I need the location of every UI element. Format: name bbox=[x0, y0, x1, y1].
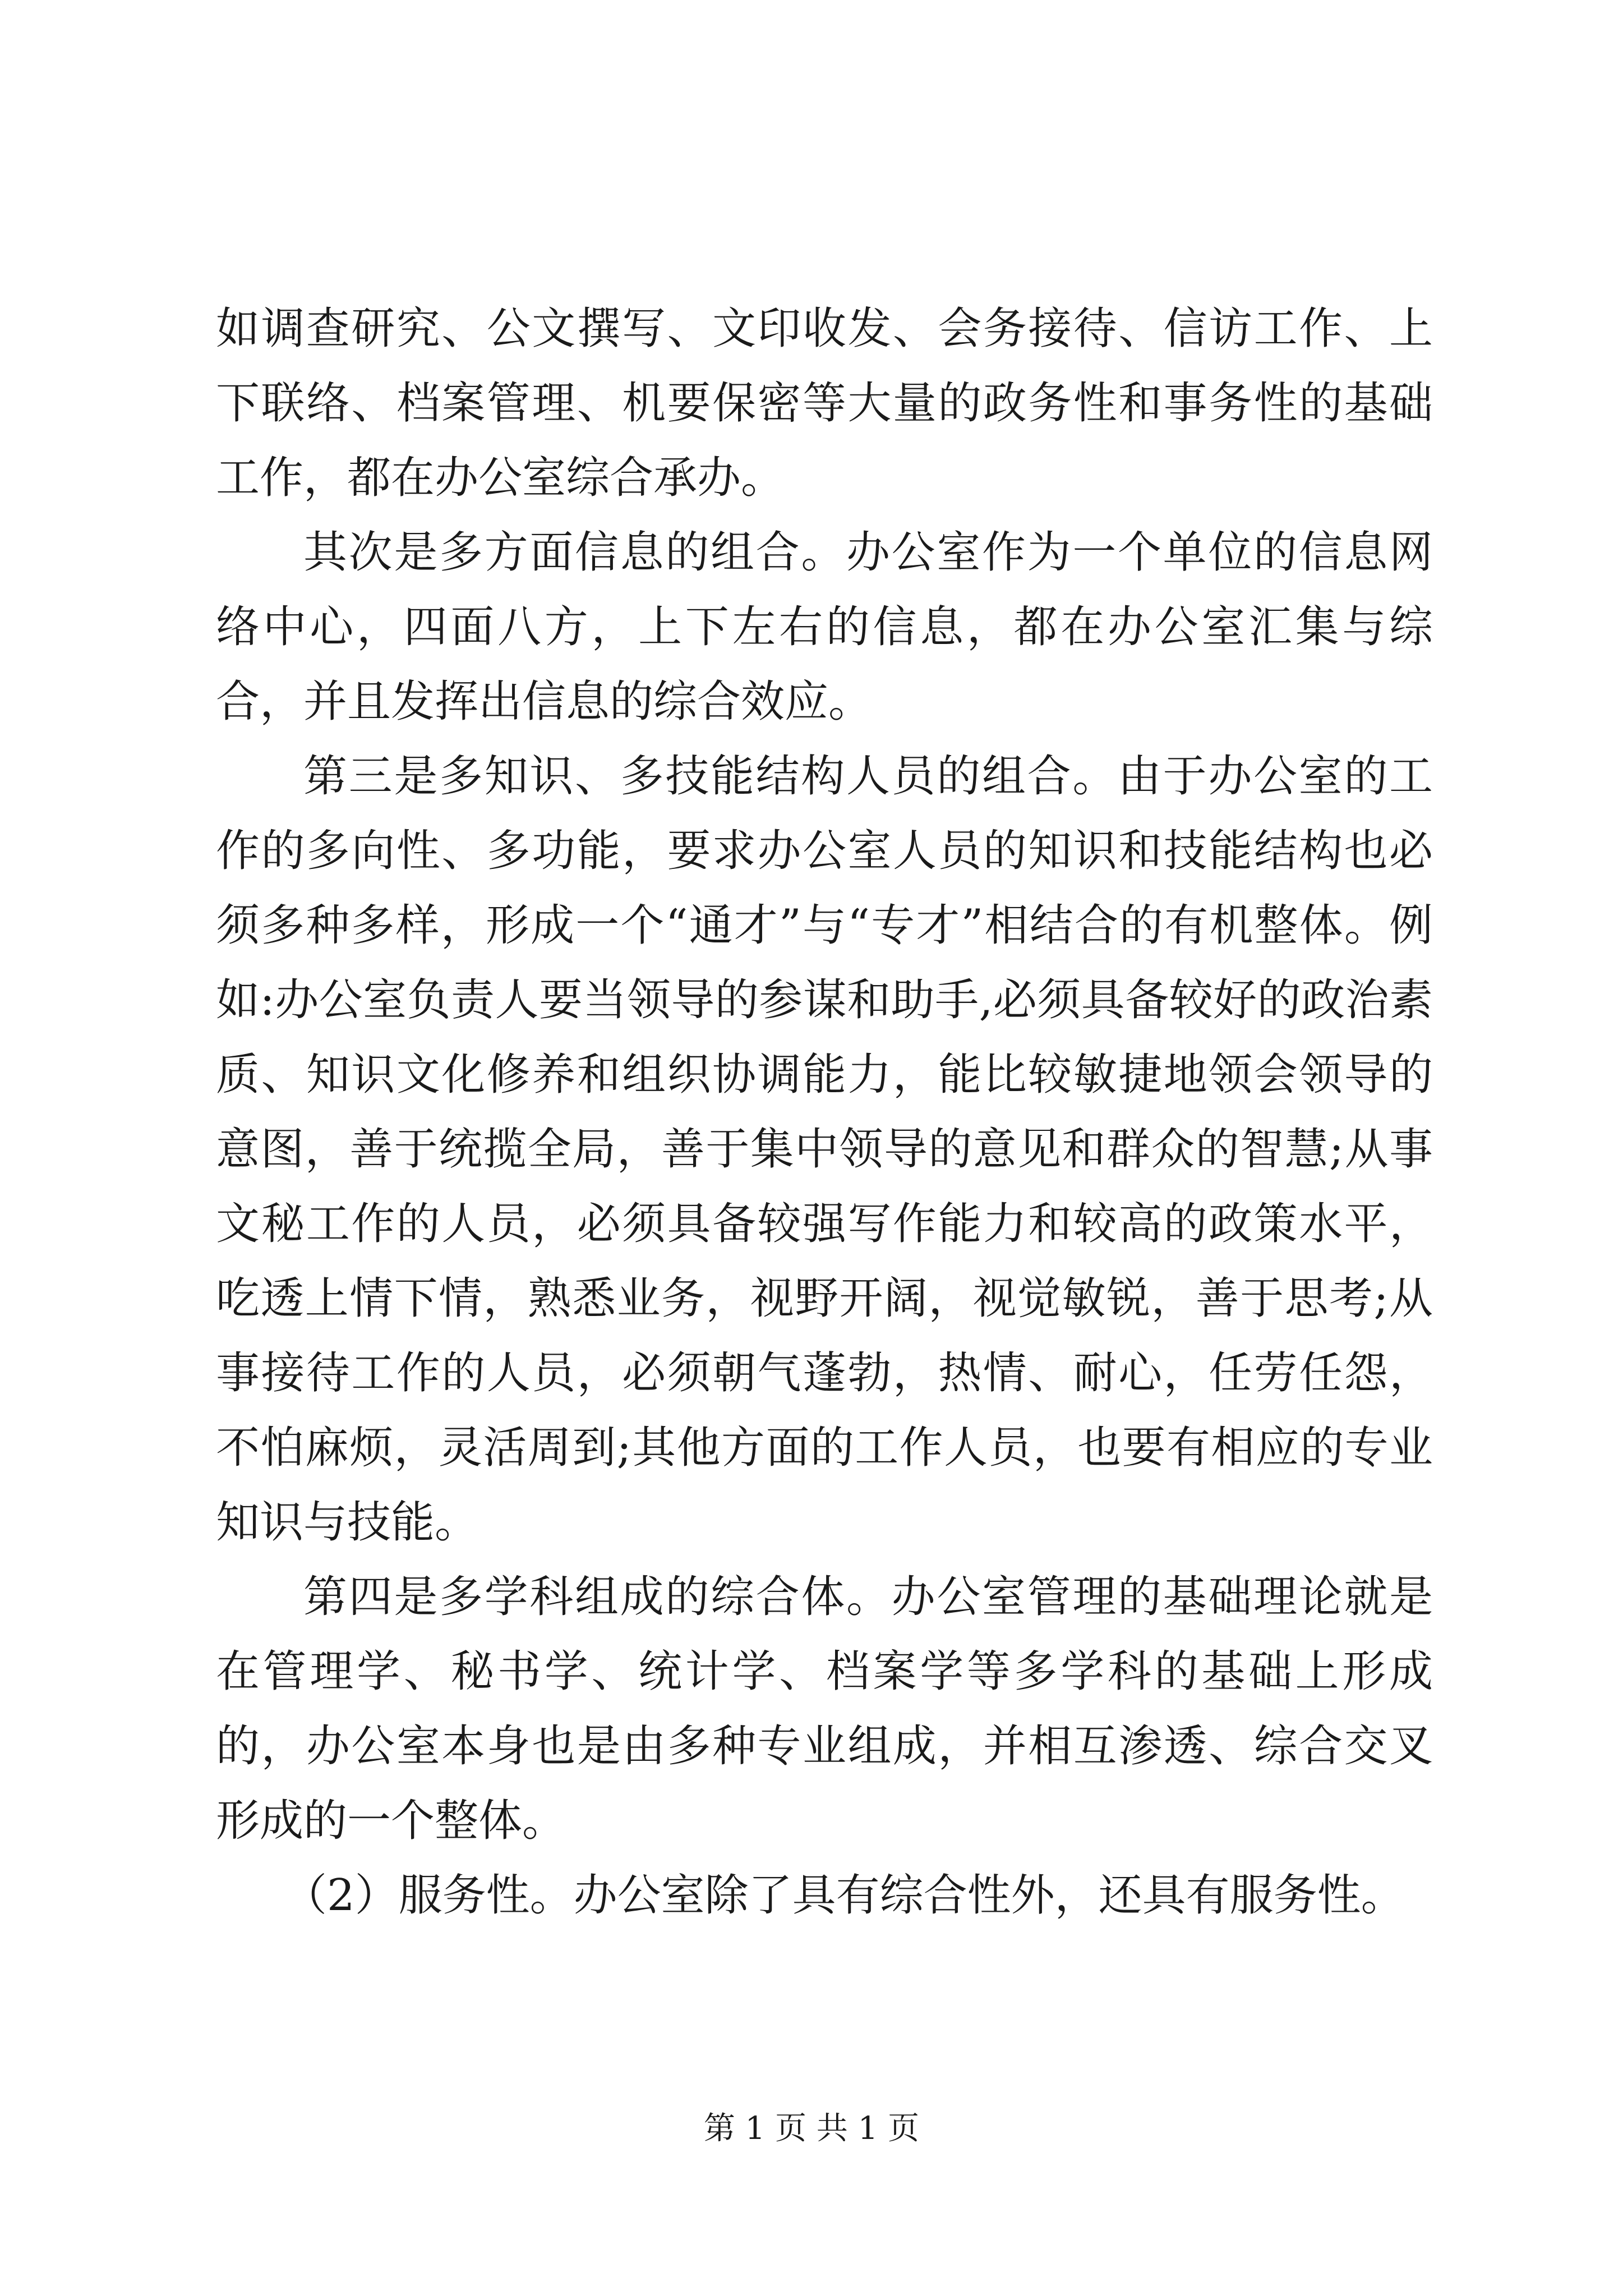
paragraph-3: 第三是多知识、多技能结构人员的组合。由于办公室的工作的多向性、多功能，要求办公室人员的知识和技能结构也必须多种多样，形成一个“通才”与“专才”相结合的有机整体。例如:办公室负责人要当领导的参谋和助手,必须具备较好的政治素质、知识文化修养和组织协调能力，能比较敏捷地领会领导的意图，善于统揽全局，善于集中领导的意见和群众的智慧;从事文秘工作的人员，必须具备较强写作能力和较高的政策水平，吃透上情下情，熟悉业务，视野开阔，视觉敏锐，善于思考;从事接待工作的人员，必须朝气蓬勃，热情、耐心，任劳任怨，不怕麻烦，灵活周到;其他方面的工作人员，也要有相应的专业知识与技能。 bbox=[216, 751, 1433, 1548]
paragraph-4: 第四是多学科组成的综合体。办公室管理的基础理论就是在管理学、秘书学、统计学、档案学等多学科的基础上形成的，办公室本身也是由多种专业组成，并相互渗透、综合交叉形成的一个整体。 bbox=[216, 1572, 1433, 1846]
page-number-label: 第 1 页 共 1 页 bbox=[703, 2110, 920, 2147]
document-body bbox=[216, 292, 1433, 1933]
paragraph-5: （2）服务性。办公室除了具有综合性外，还具有服务性。 bbox=[283, 1870, 1405, 1921]
paragraph-1: 如调查研究、公文撰写、文印收发、会务接待、信访工作、上下联络、档案管理、机要保密等大量的政务性和事务性的基础工作，都在办公室综合承办。 bbox=[216, 303, 1433, 503]
page-footer bbox=[0, 2109, 1623, 2148]
paragraph-2: 其次是多方面信息的组合。办公室作为一个单位的信息网络中心，四面八方，上下左右的信息，都在办公室汇集与综合，并且发挥出信息的综合效应。 bbox=[216, 527, 1433, 727]
